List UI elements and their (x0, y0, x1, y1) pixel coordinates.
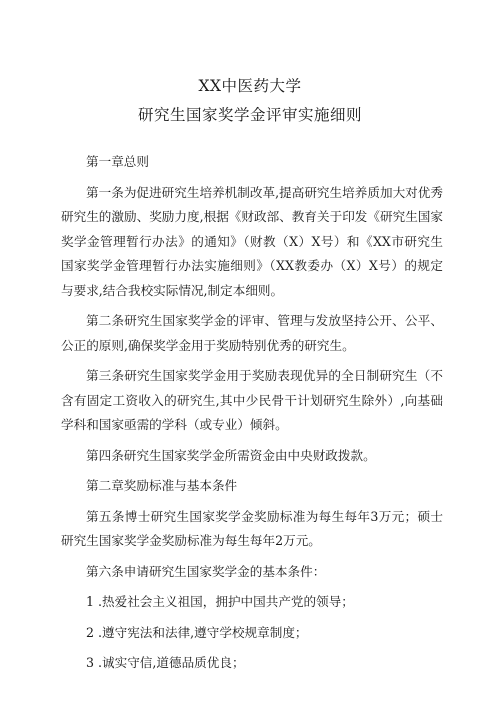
list-item: 3 .诚实守信,道德品质优良； (86, 655, 245, 670)
list-item: 2 .遵守宪法和法律,遵守学校规章制度； (86, 624, 308, 640)
article-paragraph: 第一条为促进研究生培养机制改革,提高研究生培养质加大对优秀研究生的激励、奖励力度,根据《财政部、教育关于印发《研究生国家奖学金管理暂行办法》的通知》（财教（X）X号）和《XX市研究生国家奖学金管理暂行办法实施细则》（XX教委办（X）X号）的规定与要求,结合我校实际情况,制定本细则。 (61, 184, 443, 298)
article-paragraph: 第三条研究生国家奖学金用于奖励表现优异的全日制研究生（不含有固定工资收入的研究生,其中少民骨干计划研究生除外）,向基础学科和国家亟需的学科（或专业）倾斜。 (61, 368, 443, 432)
list-item: 1 .热爱社会主义祖国，拥护中国共产党的领导； (86, 594, 354, 609)
article-paragraph: 第二条研究生国家奖学金的评审、管理与发放坚持公开、公平、公正的原则,确保奖学金用于奖励特别优秀的研究生。 (61, 313, 443, 353)
document-subtitle: 研究生国家奖学金评审实施细则 (137, 106, 362, 124)
article-paragraph: 第六条申请研究生国家奖学金的基本条件： (86, 563, 326, 579)
chapter-heading: 第二章奖励标准与基本条件 (86, 478, 238, 493)
document-body (61, 150, 443, 682)
university-title: XX中医药大学 (198, 77, 302, 95)
article-paragraph: 第四条研究生国家奖学金所需资金由中央财政拨款。 (86, 447, 376, 463)
article-paragraph: 第五条博士研究生国家奖学金奖励标准为每生每年3万元；硕士研究生国家奖学金奖励标准为每生每年2万元。 (61, 508, 443, 548)
chapter-heading: 第一章总则 (86, 154, 149, 169)
